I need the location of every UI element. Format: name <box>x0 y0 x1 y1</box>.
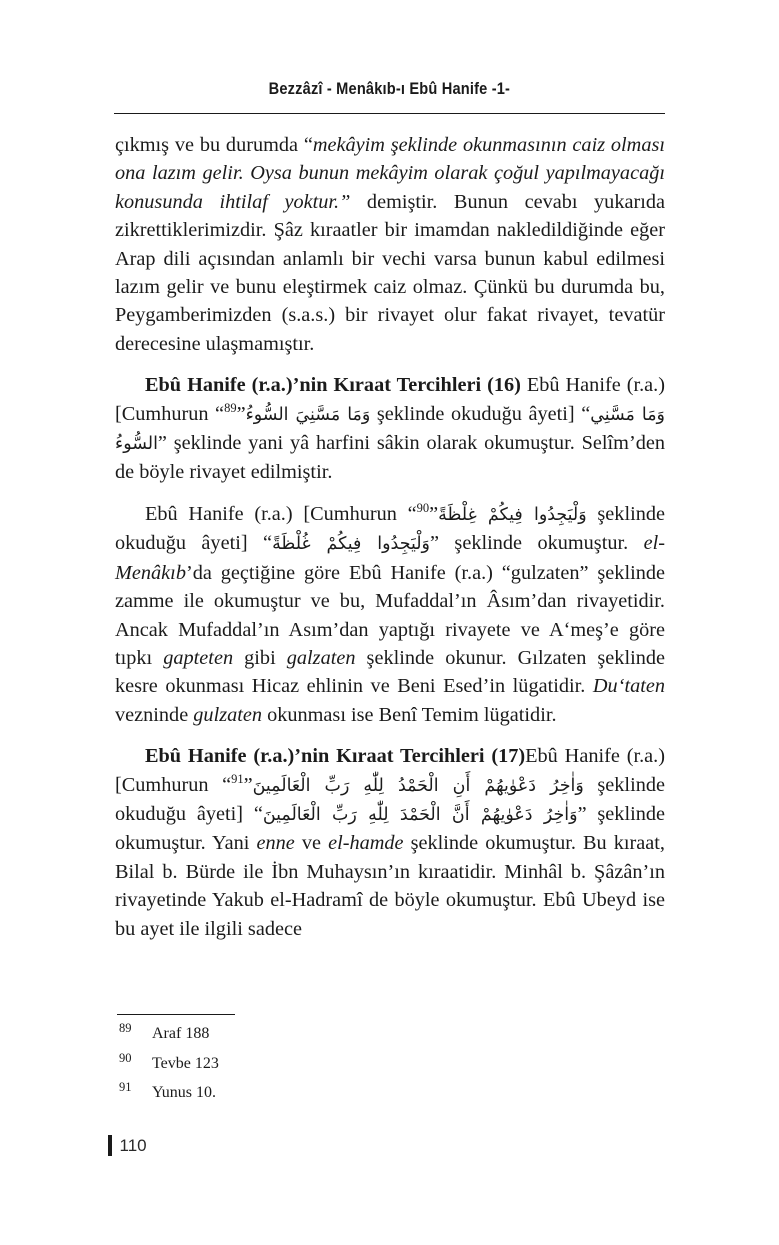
arabic-quote: وَمَا مَسَّنِيَ السُّوءُ <box>245 404 371 425</box>
text-run: gibi <box>233 646 287 669</box>
footnote-separator <box>117 1014 235 1015</box>
text-run: Du‘taten <box>592 675 665 698</box>
text-run: şeklinde okumuştur. Bu kıraat, Bilal b. Bürde ile İbn Muhaysın’ın kıraatidir. Minhâl b. Şâzân’ın rivayetinde Yakub el-Hadramî de böyle okumuştur. Ebû Ubeyd ise bu ayet ile ilgili sadece <box>115 832 665 940</box>
text-run: ” <box>236 402 246 425</box>
text-run: ” şeklinde yani yâ harfini sâkin olarak okumuştur. Selîm’den de böyle rivayet edilmiştir. <box>115 432 665 484</box>
text-run: ” şeklinde okumuştur. <box>429 532 644 555</box>
running-header <box>0 79 779 99</box>
footnote-ref: 89 <box>224 400 237 415</box>
footnote-text: Tevbe 123 <box>152 1054 219 1072</box>
footnote-text: Yunus 10. <box>152 1084 217 1101</box>
section-heading-inline: Ebû Hanife (r.a.)’nin Kıraat Tercihleri (17) <box>145 745 526 768</box>
text-run: Ebû Hanife (r.a.) [Cumhurun “ <box>115 745 665 796</box>
footnote: 91 Yunus 10. <box>119 1080 217 1101</box>
page-body-text <box>115 131 665 956</box>
section-heading-inline: Ebû Hanife (r.a.)’nin Kıraat Tercihleri (16) <box>145 374 527 397</box>
footnote: 90 Tevbe 123 <box>119 1050 219 1072</box>
text-run: şeklinde okuduğu âyeti] “ <box>370 402 591 425</box>
text-run: el-Menâkıb <box>115 532 666 584</box>
arabic-quote: وَلْيَجِدُوا فِيكُمْ غِلْظَةً <box>438 504 587 525</box>
text-run: çıkmış ve bu durumda “ <box>115 134 313 156</box>
text-run: galzaten <box>286 646 356 669</box>
arabic-quote: وَلْيَجِدُوا فِيكُمْ غُلْظَةً <box>272 534 430 555</box>
text-run: şeklinde okuduğu âyeti] “ <box>115 773 665 825</box>
text-run: enne <box>256 832 295 855</box>
footnotes <box>119 1021 569 1114</box>
page-number <box>108 1135 147 1156</box>
paragraph-1 <box>115 131 665 358</box>
arabic-quote: وَاٰخِرُ دَعْوٰيهُمْ أَنَّ الْحَمْدَ لِلّٰهِ رَبِّ الْعَالَمِينَ <box>262 804 578 825</box>
text-run: okunması ise Benî Temim lügatidir. <box>262 703 557 726</box>
footnote-ref: 91 <box>231 771 244 786</box>
text-run: Ebû Hanife (r.a.) [Cumhurun “ <box>145 502 417 525</box>
text-run: şeklinde okunur. Gılzaten şeklinde kesre okunması Hicaz ehlinin ve Beni Esed’in lügatidir. <box>115 646 665 698</box>
text-run: ” <box>429 502 439 525</box>
text-run: ve <box>294 832 329 855</box>
text-run: şeklinde okuduğu âyeti] “ <box>115 502 665 555</box>
text-run: ” <box>243 773 253 796</box>
footnote: 89 Araf 188 <box>119 1021 210 1042</box>
running-header-title: Bezzâzî - Menâkıb-ı Ebû Hanife -1- <box>268 79 511 98</box>
arabic-quote: وَمَا مَسَّنِي السُّوءُ <box>115 404 665 455</box>
text-run: Ebû Hanife (r.a.) [Cumhurun “ <box>115 374 665 425</box>
text-run: demiştir. Bunun cevabı yukarıda zikrettiklerimizdir. Şâz kıraatler bir imamdan nakledildiğinde eğer Arap dili açısından anlamlı bir vechi varsa bunun kabul edilmesi lazım gelir ve bunu eleştirmek caiz olmaz. Çünkü bu durumda bu, Peygamberimizden (s.a.s.) bir rivayet olur fakat rivayet, tevatür derecesine ulaşmamıştır. <box>115 190 665 355</box>
text-run: gulzaten <box>193 703 263 726</box>
text-run: gapteten <box>163 646 234 669</box>
paragraph-4 <box>115 742 665 943</box>
paragraph-2 <box>115 371 665 487</box>
header-rule <box>114 113 665 114</box>
text-run: vezninde <box>115 703 194 726</box>
page-number-value: 110 <box>119 1135 147 1155</box>
arabic-quote: وَاٰخِرُ دَعْوٰيهُمْ أَنِ الْحَمْدُ لِلّٰهِ رَبِّ الْعَالَمِينَ <box>252 775 584 796</box>
paragraph-3 <box>115 500 665 729</box>
text-run: mekâyim şeklinde okunmasının caiz olması ona lazım gelir. Oysa bunun mekâyim olarak çoğul yapılmayacağı konusunda ihtilaf yoktur.” <box>115 134 665 213</box>
text-run: ” şeklinde okumuştur. Yani <box>115 802 666 855</box>
footnote-ref: 90 <box>416 500 430 515</box>
footnote-text: Araf 188 <box>152 1025 210 1042</box>
text-run: el-hamde <box>328 832 404 855</box>
text-run: ’da geçtiğine göre Ebû Hanife (r.a.) “gulzaten” şeklinde zamme ile okumuştur ve bu, Mufaddal’ın Âsım’dan rivayetidir. Ancak Mufaddal’ın Asım’dan yaptığı rivayete ve A‘meş’e göre tıpkı <box>115 561 665 669</box>
page-number-bar <box>108 1135 112 1156</box>
